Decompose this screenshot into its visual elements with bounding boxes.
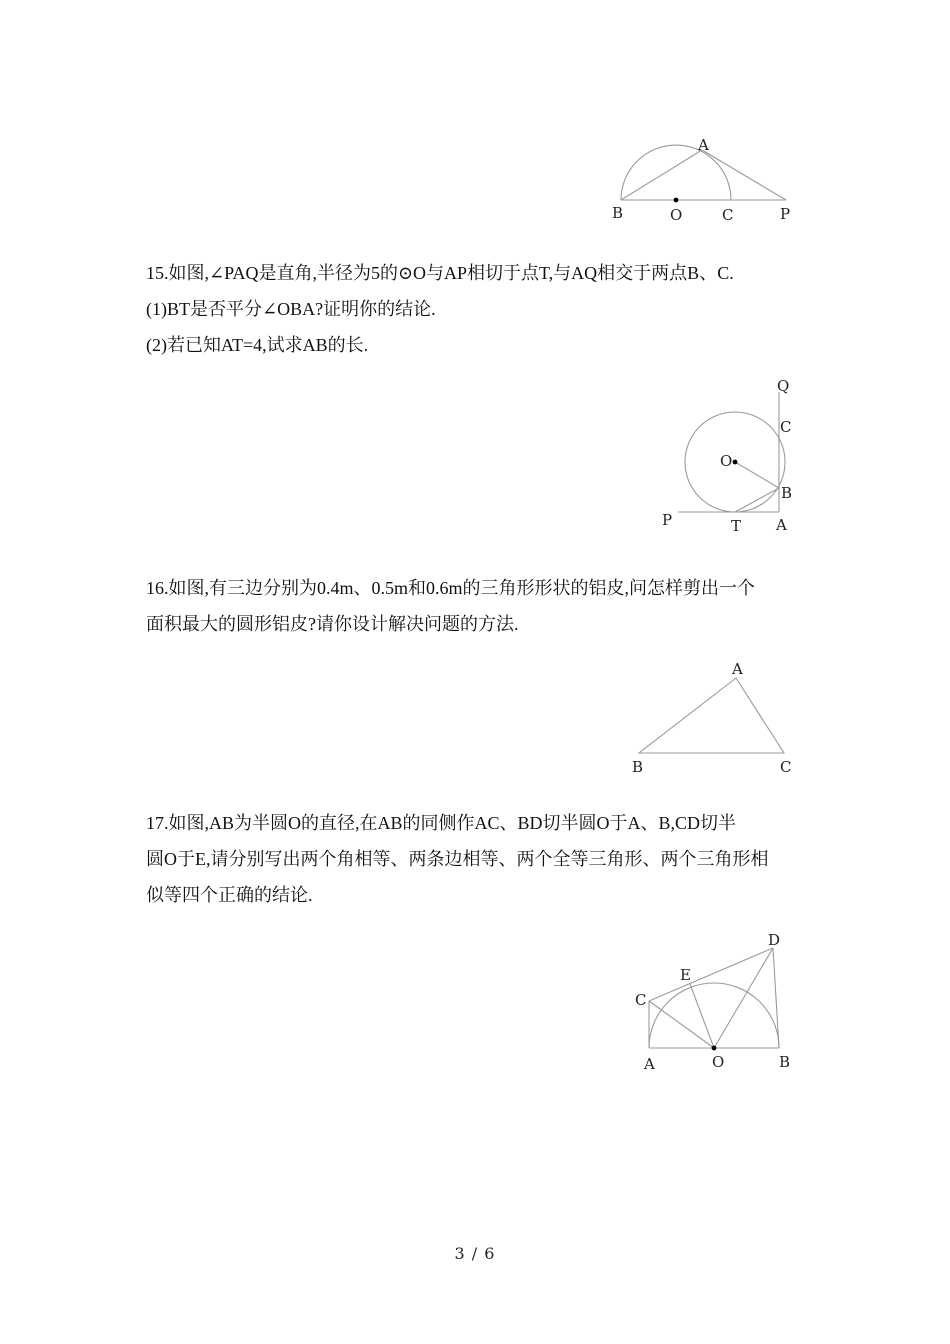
label-b: B	[612, 204, 624, 222]
chord-ba	[621, 150, 702, 200]
label-b: B	[779, 1053, 791, 1071]
segment-ob	[735, 462, 779, 488]
problem-15-line-3: (2)若已知AT=4,试求AB的长.	[146, 335, 369, 355]
problem-15-text	[146, 255, 811, 363]
page-number: 3 / 6	[454, 1244, 496, 1263]
label-t: T	[731, 517, 742, 535]
segment-oe	[690, 984, 714, 1048]
label-q: Q	[777, 377, 790, 395]
label-c: C	[635, 991, 647, 1009]
figure-17-diagram	[620, 925, 810, 1075]
center-dot	[674, 198, 679, 203]
figure-14-diagram	[600, 130, 820, 230]
label-a: A	[644, 1055, 655, 1073]
segment-oc	[649, 1001, 714, 1048]
problem-17-line-2: 圆O于E,请分别写出两个角相等、两条边相等、两个全等三角形、两个三角形相	[146, 849, 769, 869]
label-c: C	[722, 206, 734, 224]
center-dot	[733, 460, 738, 465]
tangent-cd	[649, 948, 773, 1001]
label-b: B	[781, 484, 793, 502]
tangent-bd	[773, 948, 779, 1048]
problem-16-line-2: 面积最大的圆形铝皮?请你设计解决问题的方法.	[146, 614, 519, 634]
label-o: O	[670, 206, 683, 224]
center-dot	[712, 1046, 717, 1051]
problem-15-line-2: (1)BT是否平分∠OBA?证明你的结论.	[146, 299, 436, 319]
label-a: A	[776, 516, 787, 534]
label-p: P	[780, 205, 791, 223]
label-o: O	[720, 452, 733, 470]
problem-17-text	[146, 805, 811, 913]
segment-od	[714, 948, 773, 1048]
problem-16-text	[146, 570, 811, 642]
label-p: P	[662, 511, 673, 529]
figure-15	[650, 370, 810, 540]
figure-15-diagram	[650, 370, 810, 540]
label-a: A	[732, 660, 743, 678]
label-b: B	[632, 758, 644, 776]
figure-14	[600, 130, 820, 230]
figure-16-diagram	[620, 655, 810, 780]
problem-17-line-3: 似等四个正确的结论.	[146, 885, 313, 905]
semicircle-arc	[621, 145, 731, 200]
figure-17	[620, 925, 810, 1075]
segment-bt	[735, 488, 779, 512]
problem-17-line-1: 17.如图,AB为半圆O的直径,在AB的同侧作AC、BD切半圆O于A、B,CD切半	[146, 813, 737, 833]
label-e: E	[680, 966, 691, 984]
label-o: O	[712, 1053, 725, 1071]
label-d: D	[768, 931, 781, 949]
label-a: A	[698, 136, 709, 154]
label-c: C	[780, 418, 792, 436]
line-ap	[702, 150, 786, 200]
figure-16	[620, 655, 810, 780]
triangle-abc	[639, 678, 784, 753]
problem-15-line-1: 15.如图,∠PAQ是直角,半径为5的⊙O与AP相切于点T,与AQ相交于两点B、C.	[146, 263, 734, 283]
label-c: C	[780, 758, 792, 776]
problem-16-line-1: 16.如图,有三边分别为0.4m、0.5m和0.6m的三角形形状的铝皮,问怎样剪出一个	[146, 578, 756, 598]
